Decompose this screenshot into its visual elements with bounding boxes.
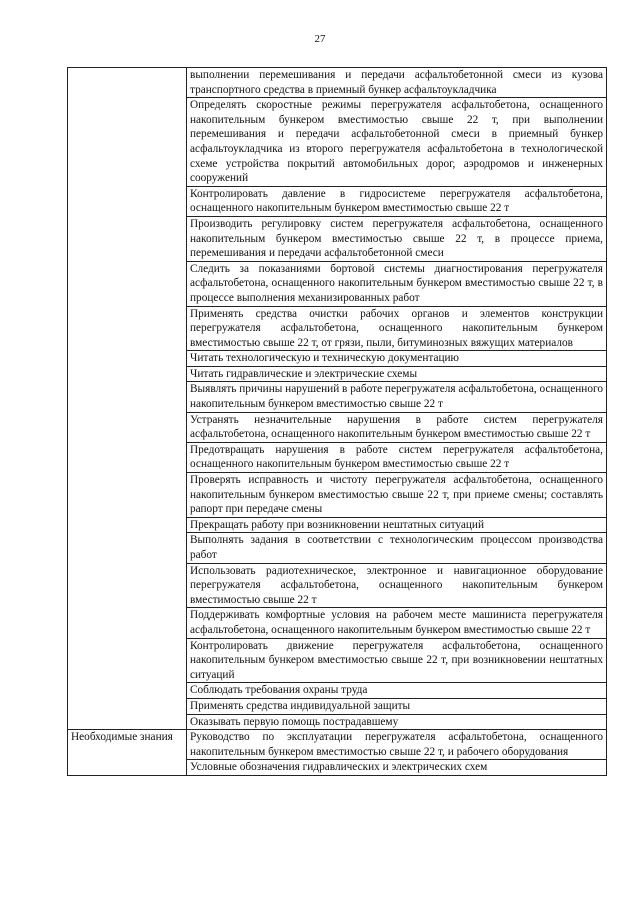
skill-text: Проверять исправность и чистоту перегружателя асфальтобетона, оснащенного накопительным бункером вместимостью свыше 22 т, при приеме смены; составлять рапорт при передаче смены [190, 474, 603, 516]
skill-cell [187, 382, 607, 412]
skill-text: Следить за показаниями бортовой системы диагностирования перегружателя асфальтобетона, оснащенного накопительным бункером вместимостью свыше 22 т, в процессе выполнения механизированных работ [190, 262, 603, 304]
knowledge-text: Условные обозначения гидравлических и электрических схем [190, 761, 488, 774]
skill-text: Применять средства очистки рабочих органов и элементов конструкции перегружателя асфальтобетона, оснащенного накопительным бункером вместимостью свыше 22 т, от грязи, пыли, битуминозных вяжущих материалов [190, 307, 603, 349]
skill-cell [187, 98, 607, 187]
knowledge-text: Руководство по эксплуатации перегружателя асфальтобетона, оснащенного накопительным бункером вместимостью свыше 22 т, и рабочего оборудования [190, 731, 603, 758]
skill-cell [187, 638, 607, 683]
skill-text: Определять скоростные режимы перегружателя асфальтобетона, оснащенного накопительным бункером вместимостью свыше 22 т, при выполнении перемешивания и передачи асфальтобетонной смеси в приемный бункер асфальтоукладчика из второго перегружателя асфальтобетона в технологической схеме устройства покрытий автомобильных дорог, аэродромов и инженерных сооружений [190, 99, 603, 185]
skill-text: Контролировать движение перегружателя асфальтобетона, оснащенного накопительным бункером вместимостью свыше 22 т, при возникновении нештатных ситуаций [190, 639, 603, 681]
skill-cell [187, 216, 607, 261]
page-number: 27 [314, 33, 326, 45]
skill-text: Выявлять причины нарушений в работе перегружателя асфальтобетона, оснащенного накопительным бункером вместимостью свыше 22 т [190, 383, 604, 411]
skill-cell [187, 683, 607, 699]
skill-text: Соблюдать требования охраны труда [190, 684, 368, 697]
skill-cell [187, 714, 607, 730]
skill-text: Производить регулировку систем перегружателя асфальтобетона, оснащенного накопительным бункером вместимостью свыше 22 т, в процессе приема, перемешивания и передачи асфальтобетонной смеси [190, 217, 603, 260]
skills-label-cell [68, 68, 187, 730]
skill-cell [187, 533, 607, 563]
skill-cell [187, 442, 607, 472]
skill-text: Поддерживать комфортные условия на рабочем месте машиниста перегружателя асфальтобетона, оснащенного накопительным бункером вместимостью свыше 22 т [190, 609, 603, 636]
skill-text: Применять средства индивидуальной защиты [190, 699, 411, 712]
skill-text: Предотвращать нарушения в работе систем перегружателя асфальтобетона, оснащенного накопительным бункером вместимостью свыше 22 т [190, 443, 603, 471]
knowledge-cell [187, 760, 607, 776]
skill-text: Читать технологическую и техническую документацию [190, 352, 459, 365]
skill-cell [187, 698, 607, 714]
skill-text: Читать гидравлические и электрические схемы [190, 367, 418, 380]
skill-cell [187, 563, 607, 608]
requirements-table [67, 67, 607, 776]
skill-cell [187, 261, 607, 306]
skill-cell [187, 68, 607, 98]
skill-cell [187, 517, 607, 533]
knowledge-label: Необходимые знания [71, 731, 173, 744]
knowledge-label-cell [68, 730, 187, 776]
skill-cell [187, 351, 607, 367]
skill-cell [187, 473, 607, 518]
skill-text: выполнении перемешивания и передачи асфальтобетонной смеси из кузова транспортного средства в приемный бункер асфальтоукладчика [190, 69, 603, 96]
skill-text: Использовать радиотехническое, электронное и навигационное оборудование перегружателя асфальтобетона, оснащенного накопительным бункером вместимостью свыше 22 т [190, 564, 603, 606]
skill-cell [187, 186, 607, 216]
skill-text: Устранять незначительные нарушения в работе систем перегружателя асфальтобетона, оснащенного накопительным бункером вместимостью свыше 22 т [190, 413, 603, 441]
table-row [68, 68, 607, 98]
skill-text: Контролировать давление в гидросистеме перегружателя асфальтобетона, оснащенного накопительным бункером вместимостью свыше 22 т [190, 187, 603, 215]
skill-cell [187, 608, 607, 638]
skill-cell [187, 366, 607, 382]
skill-text: Выполнять задания в соответствии с технологическим процессом производства работ [190, 534, 603, 561]
table-row [68, 730, 607, 760]
skill-cell [187, 412, 607, 442]
skill-cell [187, 306, 607, 351]
skill-text: Оказывать первую помощь пострадавшему [190, 715, 399, 728]
skill-text: Прекращать работу при возникновении нештатных ситуаций [190, 518, 485, 531]
knowledge-cell [187, 730, 607, 760]
